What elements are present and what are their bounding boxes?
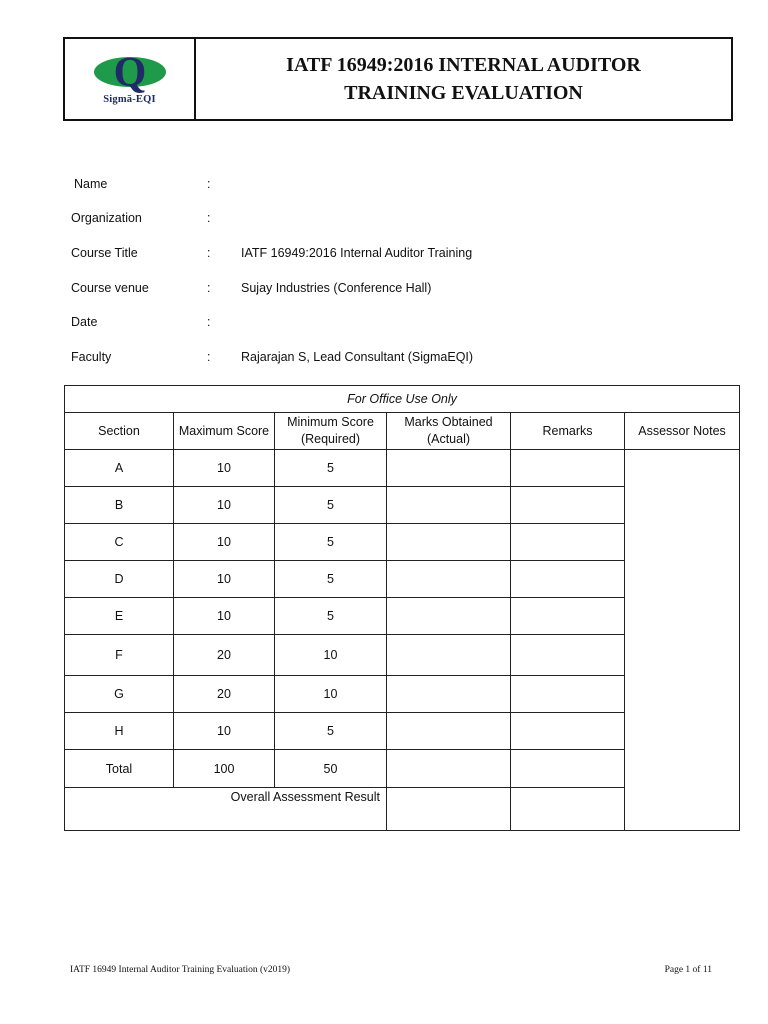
info-row-faculty — [71, 350, 691, 368]
info-row-course-venue — [71, 281, 691, 299]
cell-remarks[interactable] — [511, 713, 625, 750]
cell-remarks[interactable] — [511, 676, 625, 713]
cell-remarks[interactable] — [511, 635, 625, 676]
cell-min: 5 — [275, 450, 387, 487]
info-value: Rajarajan S, Lead Consultant (SigmaEQI) — [241, 350, 474, 364]
logo-cell — [65, 39, 196, 119]
cell-marks[interactable] — [387, 487, 511, 524]
document-header — [63, 37, 733, 121]
cell-max: 10 — [174, 524, 275, 561]
info-colon: : — [207, 281, 211, 295]
cell-marks[interactable] — [387, 598, 511, 635]
header-section: Section — [65, 413, 174, 450]
info-row-organization — [71, 211, 691, 229]
header-max-score: Maximum Score — [174, 413, 275, 450]
info-value: Sujay Industries (Conference Hall) — [241, 281, 432, 295]
cell-min: 5 — [275, 713, 387, 750]
cell-remarks[interactable] — [511, 524, 625, 561]
info-colon: : — [207, 350, 211, 364]
cell-total-label: Total — [65, 750, 174, 788]
cell-marks[interactable] — [387, 635, 511, 676]
footer-page-number: Page 1 of 11 — [664, 965, 712, 975]
sigma-eqi-logo-icon — [90, 53, 170, 93]
logo-text: Sigmā-EQI — [103, 94, 156, 105]
header-marks-obtained: Marks Obtained (Actual) — [387, 413, 511, 450]
table-row — [65, 450, 740, 487]
cell-min: 5 — [275, 487, 387, 524]
info-value: IATF 16949:2016 Internal Auditor Training — [241, 246, 473, 260]
cell-max: 10 — [174, 561, 275, 598]
cell-max: 20 — [174, 676, 275, 713]
cell-marks[interactable] — [387, 450, 511, 487]
cell-remarks[interactable] — [511, 487, 625, 524]
info-row-name — [71, 177, 691, 195]
info-label: Organization — [71, 211, 142, 225]
cell-marks[interactable] — [387, 561, 511, 598]
cell-marks[interactable] — [387, 524, 511, 561]
overall-result-label: Overall Assessment Result — [65, 788, 387, 831]
cell-total-remarks[interactable] — [511, 750, 625, 788]
cell-remarks[interactable] — [511, 450, 625, 487]
cell-max: 10 — [174, 598, 275, 635]
info-label: Name — [74, 177, 108, 191]
cell-section: B — [65, 487, 174, 524]
cell-section: C — [65, 524, 174, 561]
cell-max: 20 — [174, 635, 275, 676]
cell-min: 10 — [275, 676, 387, 713]
cell-overall-remarks[interactable] — [511, 788, 625, 831]
cell-section: D — [65, 561, 174, 598]
cell-section: E — [65, 598, 174, 635]
header-remarks: Remarks — [511, 413, 625, 450]
info-label: Course Title — [71, 246, 138, 260]
office-use-label: For Office Use Only — [65, 386, 740, 413]
cell-total-min: 50 — [275, 750, 387, 788]
title-line-2: TRAINING EVALUATION — [344, 82, 583, 104]
info-label: Faculty — [71, 350, 112, 364]
info-label: Date — [71, 315, 98, 329]
cell-remarks[interactable] — [511, 598, 625, 635]
header-min-score: Minimum Score (Required) — [275, 413, 387, 450]
table-header-row — [65, 413, 740, 450]
cell-max: 10 — [174, 450, 275, 487]
cell-section: H — [65, 713, 174, 750]
cell-total-marks[interactable] — [387, 750, 511, 788]
info-colon: : — [207, 246, 211, 260]
evaluation-table — [64, 385, 740, 831]
cell-section: G — [65, 676, 174, 713]
office-use-row — [65, 386, 740, 413]
cell-overall-marks[interactable] — [387, 788, 511, 831]
header-assessor-notes: Assessor Notes — [625, 413, 740, 450]
cell-section: A — [65, 450, 174, 487]
cell-marks[interactable] — [387, 713, 511, 750]
cell-section: F — [65, 635, 174, 676]
info-colon: : — [207, 177, 211, 191]
info-row-date — [71, 315, 691, 333]
cell-total-max: 100 — [174, 750, 275, 788]
cell-max: 10 — [174, 487, 275, 524]
info-colon: : — [207, 315, 211, 329]
cell-min: 5 — [275, 598, 387, 635]
document-title — [196, 39, 731, 119]
info-row-course-title — [71, 246, 691, 264]
cell-min: 5 — [275, 524, 387, 561]
cell-remarks[interactable] — [511, 561, 625, 598]
info-colon: : — [207, 211, 211, 225]
info-label: Course venue — [71, 281, 149, 295]
cell-marks[interactable] — [387, 676, 511, 713]
cell-min: 5 — [275, 561, 387, 598]
cell-max: 10 — [174, 713, 275, 750]
title-line-1: IATF 16949:2016 INTERNAL AUDITOR — [286, 54, 641, 76]
cell-assessor-notes[interactable] — [625, 450, 740, 831]
cell-min: 10 — [275, 635, 387, 676]
footer-document-name: IATF 16949 Internal Auditor Training Evaluation (v2019) — [70, 965, 291, 975]
svg-text:Q: Q — [113, 53, 146, 93]
